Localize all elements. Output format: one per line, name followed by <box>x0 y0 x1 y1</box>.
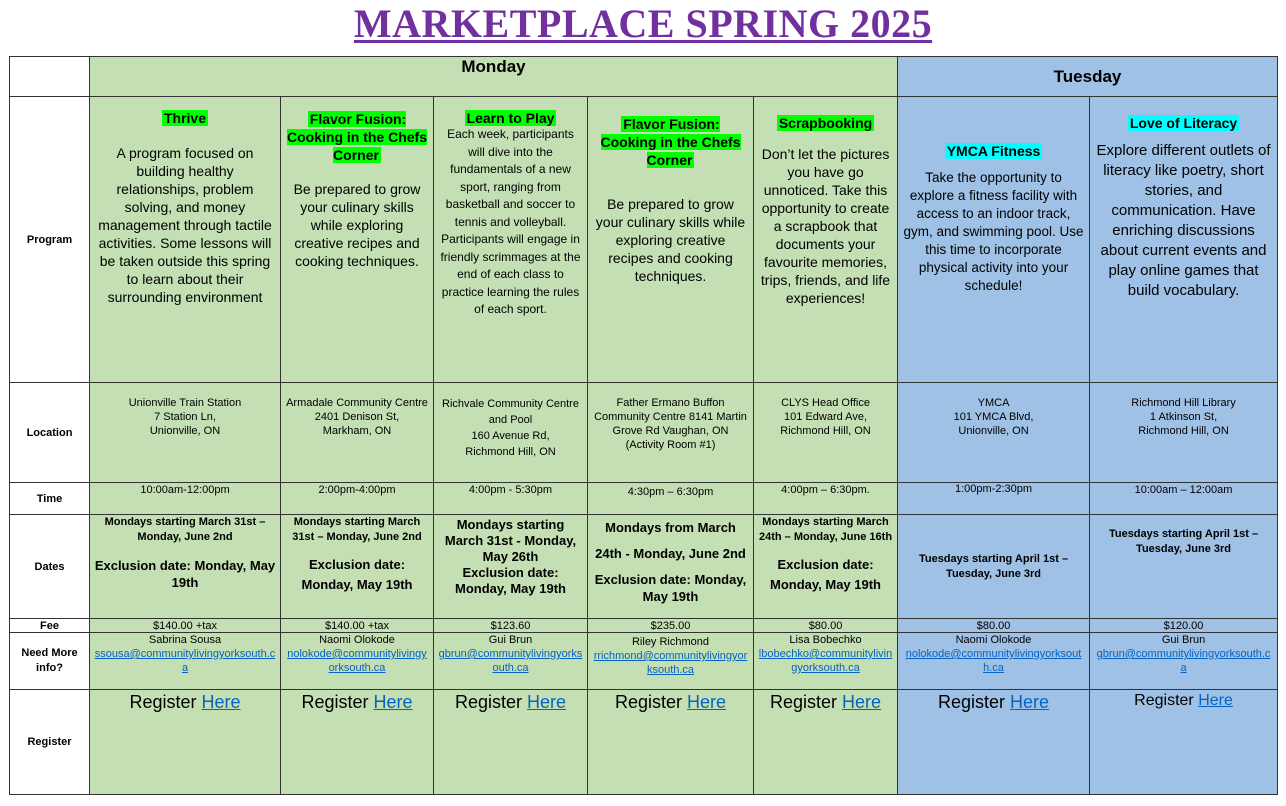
fee-cell: $140.00 +tax <box>281 619 434 633</box>
dates-start: Mondays starting March 31st – Monday, June 2nd <box>104 516 266 543</box>
program-description: Take the opportunity to explore a fitness facility with access to an indoor track, gym, and swimming pool. Use this time to incorporate physical activity into your schedule! <box>903 170 1084 293</box>
contact-name: Gui Brun <box>1161 634 1206 646</box>
contact-cell <box>754 633 898 690</box>
dates-exclusion: Exclusion date: Monday, May 19th <box>94 558 276 590</box>
register-row <box>10 690 1278 795</box>
contact-name: Naomi Olokode <box>319 634 395 646</box>
dates-exclusion: Exclusion date: Monday, May 19th <box>301 557 413 592</box>
register-cell <box>588 690 754 795</box>
dates-start: Tuesdays starting April 1st – Tuesday, June 3rd <box>918 552 1069 580</box>
program-cell <box>754 97 898 383</box>
location-cell: Richvale Community Centre and Pool 160 Avenue Rd, Richmond Hill, ON <box>434 383 588 483</box>
register-label: Register <box>1134 692 1194 709</box>
time-row <box>10 483 1278 515</box>
location-cell: YMCA 101 YMCA Blvd, Unionville, ON <box>898 383 1090 483</box>
fee-cell: $80.00 <box>898 619 1090 633</box>
register-here-link[interactable]: Here <box>527 692 567 712</box>
contact-cell <box>281 633 434 690</box>
register-here-link[interactable]: Here <box>201 692 241 712</box>
fee-cell: $123.60 <box>434 619 588 633</box>
dates-start: Mondays from March 24th - Monday, June 2nd <box>595 520 746 561</box>
location-cell: Richmond Hill Library 1 Atkinson St, Richmond Hill, ON <box>1090 383 1278 483</box>
program-description: Explore different outlets of literacy like poetry, short stories, and communication. Have enriching discussions about current events and play online games that build vocabulary. <box>1096 142 1271 299</box>
page-title <box>0 2 1286 46</box>
location-cell: Unionville Train Station 7 Station Ln, Unionville, ON <box>90 383 281 483</box>
time-cell: 4:30pm – 6:30pm <box>588 483 754 515</box>
register-here-link[interactable]: Here <box>1198 692 1233 709</box>
program-description: A program focused on building healthy relationships, problem solving, and money management through tactile activities. Some lessons will be taken outside this spring to learn about their surrounding environment <box>98 145 272 305</box>
register-label: Register <box>769 692 838 712</box>
program-name: Learn to Play <box>466 110 555 126</box>
contact-email-link[interactable]: rrichmond@communitylivingyorksouth.ca <box>593 650 748 676</box>
contact-email-link[interactable]: nolokode@communitylivingyorksouth.ca <box>905 648 1082 674</box>
monday-header: Monday <box>90 57 898 97</box>
dates-start: Mondays starting March 24th – Monday, June 16th <box>758 516 893 543</box>
time-cell: 2:00pm-4:00pm <box>281 483 434 515</box>
contact-cell <box>1090 633 1278 690</box>
register-label: Register <box>129 692 197 712</box>
program-cell <box>898 97 1090 383</box>
program-name: Love of Literacy <box>1129 115 1238 131</box>
time-cell: 10:00am – 12:00am <box>1090 483 1278 515</box>
program-name: Scrapbooking <box>778 115 873 131</box>
program-description: Be prepared to grow your culinary skills while exploring creative recipes and cooking techniques. <box>293 181 421 269</box>
dates-cell <box>588 515 754 619</box>
register-cell <box>898 690 1090 795</box>
time-cell: 4:00pm – 6:30pm. <box>754 483 898 515</box>
program-name: Flavor Fusion: Cooking in the Chefs Corner <box>287 111 427 163</box>
time-cell: 4:00pm - 5:30pm <box>434 483 588 515</box>
row-label-fee: Fee <box>10 619 90 633</box>
register-label: Register <box>614 692 682 712</box>
dates-start: Mondays starting March 31st – Monday, June 2nd <box>292 516 422 543</box>
contact-email-link[interactable]: nolokode@communitylivingyorksouth.ca <box>287 648 427 674</box>
fee-cell: $140.00 +tax <box>90 619 281 633</box>
dates-cell <box>1090 515 1278 619</box>
contact-name: Riley Richmond <box>631 636 710 648</box>
dates-start: Mondays starting March 31st - Monday, May 26th <box>444 517 577 564</box>
dates-exclusion: Exclusion date: Monday, May 19th <box>770 557 882 592</box>
corner-cell <box>10 57 90 97</box>
register-cell <box>434 690 588 795</box>
contact-cell <box>588 633 754 690</box>
register-cell <box>1090 690 1278 795</box>
dates-cell <box>281 515 434 619</box>
register-here-link[interactable]: Here <box>842 692 882 712</box>
contact-email-link[interactable]: ssousa@communitylivingyorksouth.ca <box>94 648 276 674</box>
row-label-time: Time <box>10 483 90 515</box>
contact-name: Lisa Bobechko <box>789 634 862 646</box>
fee-row <box>10 619 1278 633</box>
location-cell: Father Ermano Buffon Community Centre 8141 Martin Grove Rd Vaughan, ON (Activity Room #1) <box>588 383 754 483</box>
register-here-link[interactable]: Here <box>373 692 413 712</box>
register-label: Register <box>454 692 522 712</box>
program-cell <box>434 97 588 383</box>
dates-exclusion: Exclusion date: Monday, May 19th <box>454 565 566 596</box>
schedule-table <box>9 56 1278 795</box>
row-label-location: Location <box>10 383 90 483</box>
row-label-program: Program <box>10 97 90 383</box>
register-cell <box>90 690 281 795</box>
location-row <box>10 383 1278 483</box>
contact-email-link[interactable]: gbrun@communitylivingyorksouth.ca <box>438 648 583 674</box>
program-description: Don’t let the pictures you have go unnoticed. Take this opportunity to create a scrapbook that documents your favourite memories, trips, friends, and life experiences! <box>760 146 891 306</box>
row-label-need-more-info: Need More info? <box>10 633 90 690</box>
program-name: Flavor Fusion: Cooking in the Chefs Corner <box>600 116 741 168</box>
dates-exclusion: Exclusion date: Monday, May 19th <box>594 572 747 604</box>
register-here-link[interactable]: Here <box>687 692 727 712</box>
time-cell: 10:00am-12:00pm <box>90 483 281 515</box>
dates-cell <box>898 515 1090 619</box>
tuesday-header: Tuesday <box>898 57 1278 97</box>
fee-cell: $120.00 <box>1090 619 1278 633</box>
contact-row <box>10 633 1278 690</box>
program-cell <box>90 97 281 383</box>
program-row <box>10 97 1278 383</box>
page-title-text: MARKETPLACE SPRING 2025 <box>353 1 933 46</box>
location-cell: Armadale Community Centre 2401 Denison St, Markham, ON <box>281 383 434 483</box>
register-label: Register <box>301 692 369 712</box>
contact-cell <box>90 633 281 690</box>
program-description: Be prepared to grow your culinary skills while exploring creative recipes and cooking techniques. <box>595 196 746 284</box>
register-cell <box>754 690 898 795</box>
dates-row <box>10 515 1278 619</box>
fee-cell: $80.00 <box>754 619 898 633</box>
program-cell <box>588 97 754 383</box>
contact-email-link[interactable]: lbobechko@communitylivingyorksouth.ca <box>758 648 893 674</box>
dates-cell <box>434 515 588 619</box>
contact-email-link[interactable]: gbrun@communitylivingyorksouth.ca <box>1096 648 1271 674</box>
contact-name: Gui Brun <box>488 634 533 646</box>
contact-cell <box>898 633 1090 690</box>
row-label-register: Register <box>10 690 90 795</box>
program-name: Thrive <box>163 110 206 126</box>
contact-name: Naomi Olokode <box>955 634 1032 646</box>
dates-cell <box>90 515 281 619</box>
program-cell <box>281 97 434 383</box>
row-label-dates: Dates <box>10 515 90 619</box>
register-label: Register <box>938 692 1006 712</box>
day-header-row <box>10 57 1278 97</box>
register-cell <box>281 690 434 795</box>
fee-cell: $235.00 <box>588 619 754 633</box>
program-description: Each week, participants will dive into the fundamentals of a new sport, ranging from basketball and soccer to tennis and volleyball. Participants will engage in friendly scrimmages at the end of each class to practice learning the rules of each sport. <box>440 127 581 316</box>
program-name: YMCA Fitness <box>946 143 1041 159</box>
contact-name: Sabrina Sousa <box>148 634 222 646</box>
location-cell: CLYS Head Office 101 Edward Ave, Richmond Hill, ON <box>754 383 898 483</box>
dates-start: Tuesdays starting April 1st – Tuesday, June 3rd <box>1108 528 1259 555</box>
dates-cell <box>754 515 898 619</box>
contact-cell <box>434 633 588 690</box>
program-cell <box>1090 97 1278 383</box>
register-here-link[interactable]: Here <box>1010 692 1050 712</box>
time-cell: 1:00pm-2:30pm <box>898 483 1090 515</box>
